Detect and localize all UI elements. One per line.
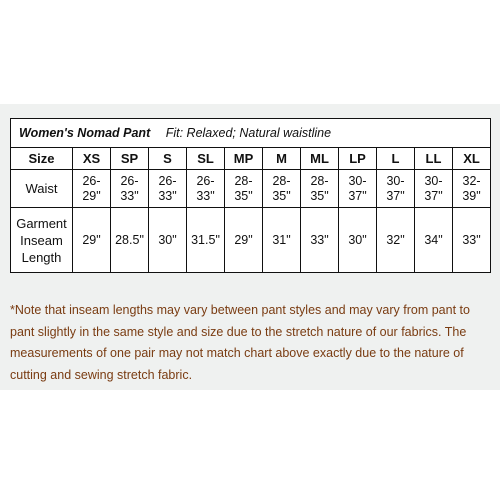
waist-low-value: 26- (196, 173, 215, 188)
waist-low-value: 30- (386, 173, 405, 188)
waist-low-value: 26- (82, 173, 101, 188)
waist-high-value: 35" (272, 188, 291, 203)
waist-low-value: 30- (424, 173, 443, 188)
waist-row (11, 170, 491, 208)
product-title: Women's Nomad Pant (19, 126, 151, 140)
inseam-row (11, 208, 491, 273)
waist-cell (111, 170, 149, 208)
size-header-row (11, 148, 491, 170)
size-header-cell: ML (301, 148, 339, 170)
waist-low-value: 30- (348, 173, 367, 188)
waist-high-value: 33" (120, 188, 139, 203)
waist-low-value: 28- (234, 173, 253, 188)
waist-low-value: 28- (310, 173, 329, 188)
size-header-label: Size (11, 148, 73, 170)
waist-high-value: 37" (348, 188, 367, 203)
inseam-cell: 28.5" (111, 208, 149, 273)
size-header-cell: LP (339, 148, 377, 170)
waist-cell (415, 170, 453, 208)
waist-high-value: 29" (82, 188, 101, 203)
waist-cell (377, 170, 415, 208)
title-row (11, 119, 491, 148)
inseam-cell: 33" (453, 208, 491, 273)
inseam-cell: 31.5" (187, 208, 225, 273)
inseam-cell: 29" (73, 208, 111, 273)
waist-cell (453, 170, 491, 208)
waist-high-value: 37" (386, 188, 405, 203)
size-header-cell: MP (225, 148, 263, 170)
inseam-cell: 29" (225, 208, 263, 273)
waist-cell (301, 170, 339, 208)
inseam-label-line: Length (21, 249, 62, 265)
waist-cell (225, 170, 263, 208)
waist-low-value: 28- (272, 173, 291, 188)
fit-description: Fit: Relaxed; Natural waistline (165, 126, 332, 140)
waist-low-value: 26- (120, 173, 139, 188)
waist-high-value: 39" (462, 188, 481, 203)
waist-cell (187, 170, 225, 208)
waist-high-value: 37" (424, 188, 443, 203)
size-header-cell: S (149, 148, 187, 170)
size-header-cell: LL (415, 148, 453, 170)
size-header-cell: SP (111, 148, 149, 170)
inseam-cell: 31" (263, 208, 301, 273)
waist-cell (339, 170, 377, 208)
waist-label: Waist (11, 170, 73, 208)
table-title-cell (11, 119, 491, 148)
size-chart-table (10, 118, 491, 273)
inseam-label-line: Garment (16, 215, 67, 231)
inseam-label-line: Inseam (20, 232, 63, 248)
waist-cell (149, 170, 187, 208)
size-header-cell: L (377, 148, 415, 170)
waist-low-value: 32- (462, 173, 481, 188)
waist-high-value: 33" (196, 188, 215, 203)
size-header-cell: SL (187, 148, 225, 170)
inseam-cell: 30" (339, 208, 377, 273)
size-header-cell: XL (453, 148, 491, 170)
inseam-cell: 34" (415, 208, 453, 273)
waist-high-value: 33" (158, 188, 177, 203)
inseam-cell: 30" (149, 208, 187, 273)
size-header-cell: M (263, 148, 301, 170)
inseam-cell: 32" (377, 208, 415, 273)
waist-cell (73, 170, 111, 208)
inseam-label (11, 208, 73, 273)
waist-cell (263, 170, 301, 208)
waist-high-value: 35" (234, 188, 253, 203)
waist-high-value: 35" (310, 188, 329, 203)
inseam-cell: 33" (301, 208, 339, 273)
size-header-cell: XS (73, 148, 111, 170)
inseam-disclaimer-note: *Note that inseam lengths may vary between pant styles and may vary from pant to pant slightly in the same style and size due to the stretch nature of our fabrics. The measurements of one pair may not match chart above exactly due to the nature of cutting and sewing stretch fabric. (10, 303, 470, 382)
waist-low-value: 26- (158, 173, 177, 188)
